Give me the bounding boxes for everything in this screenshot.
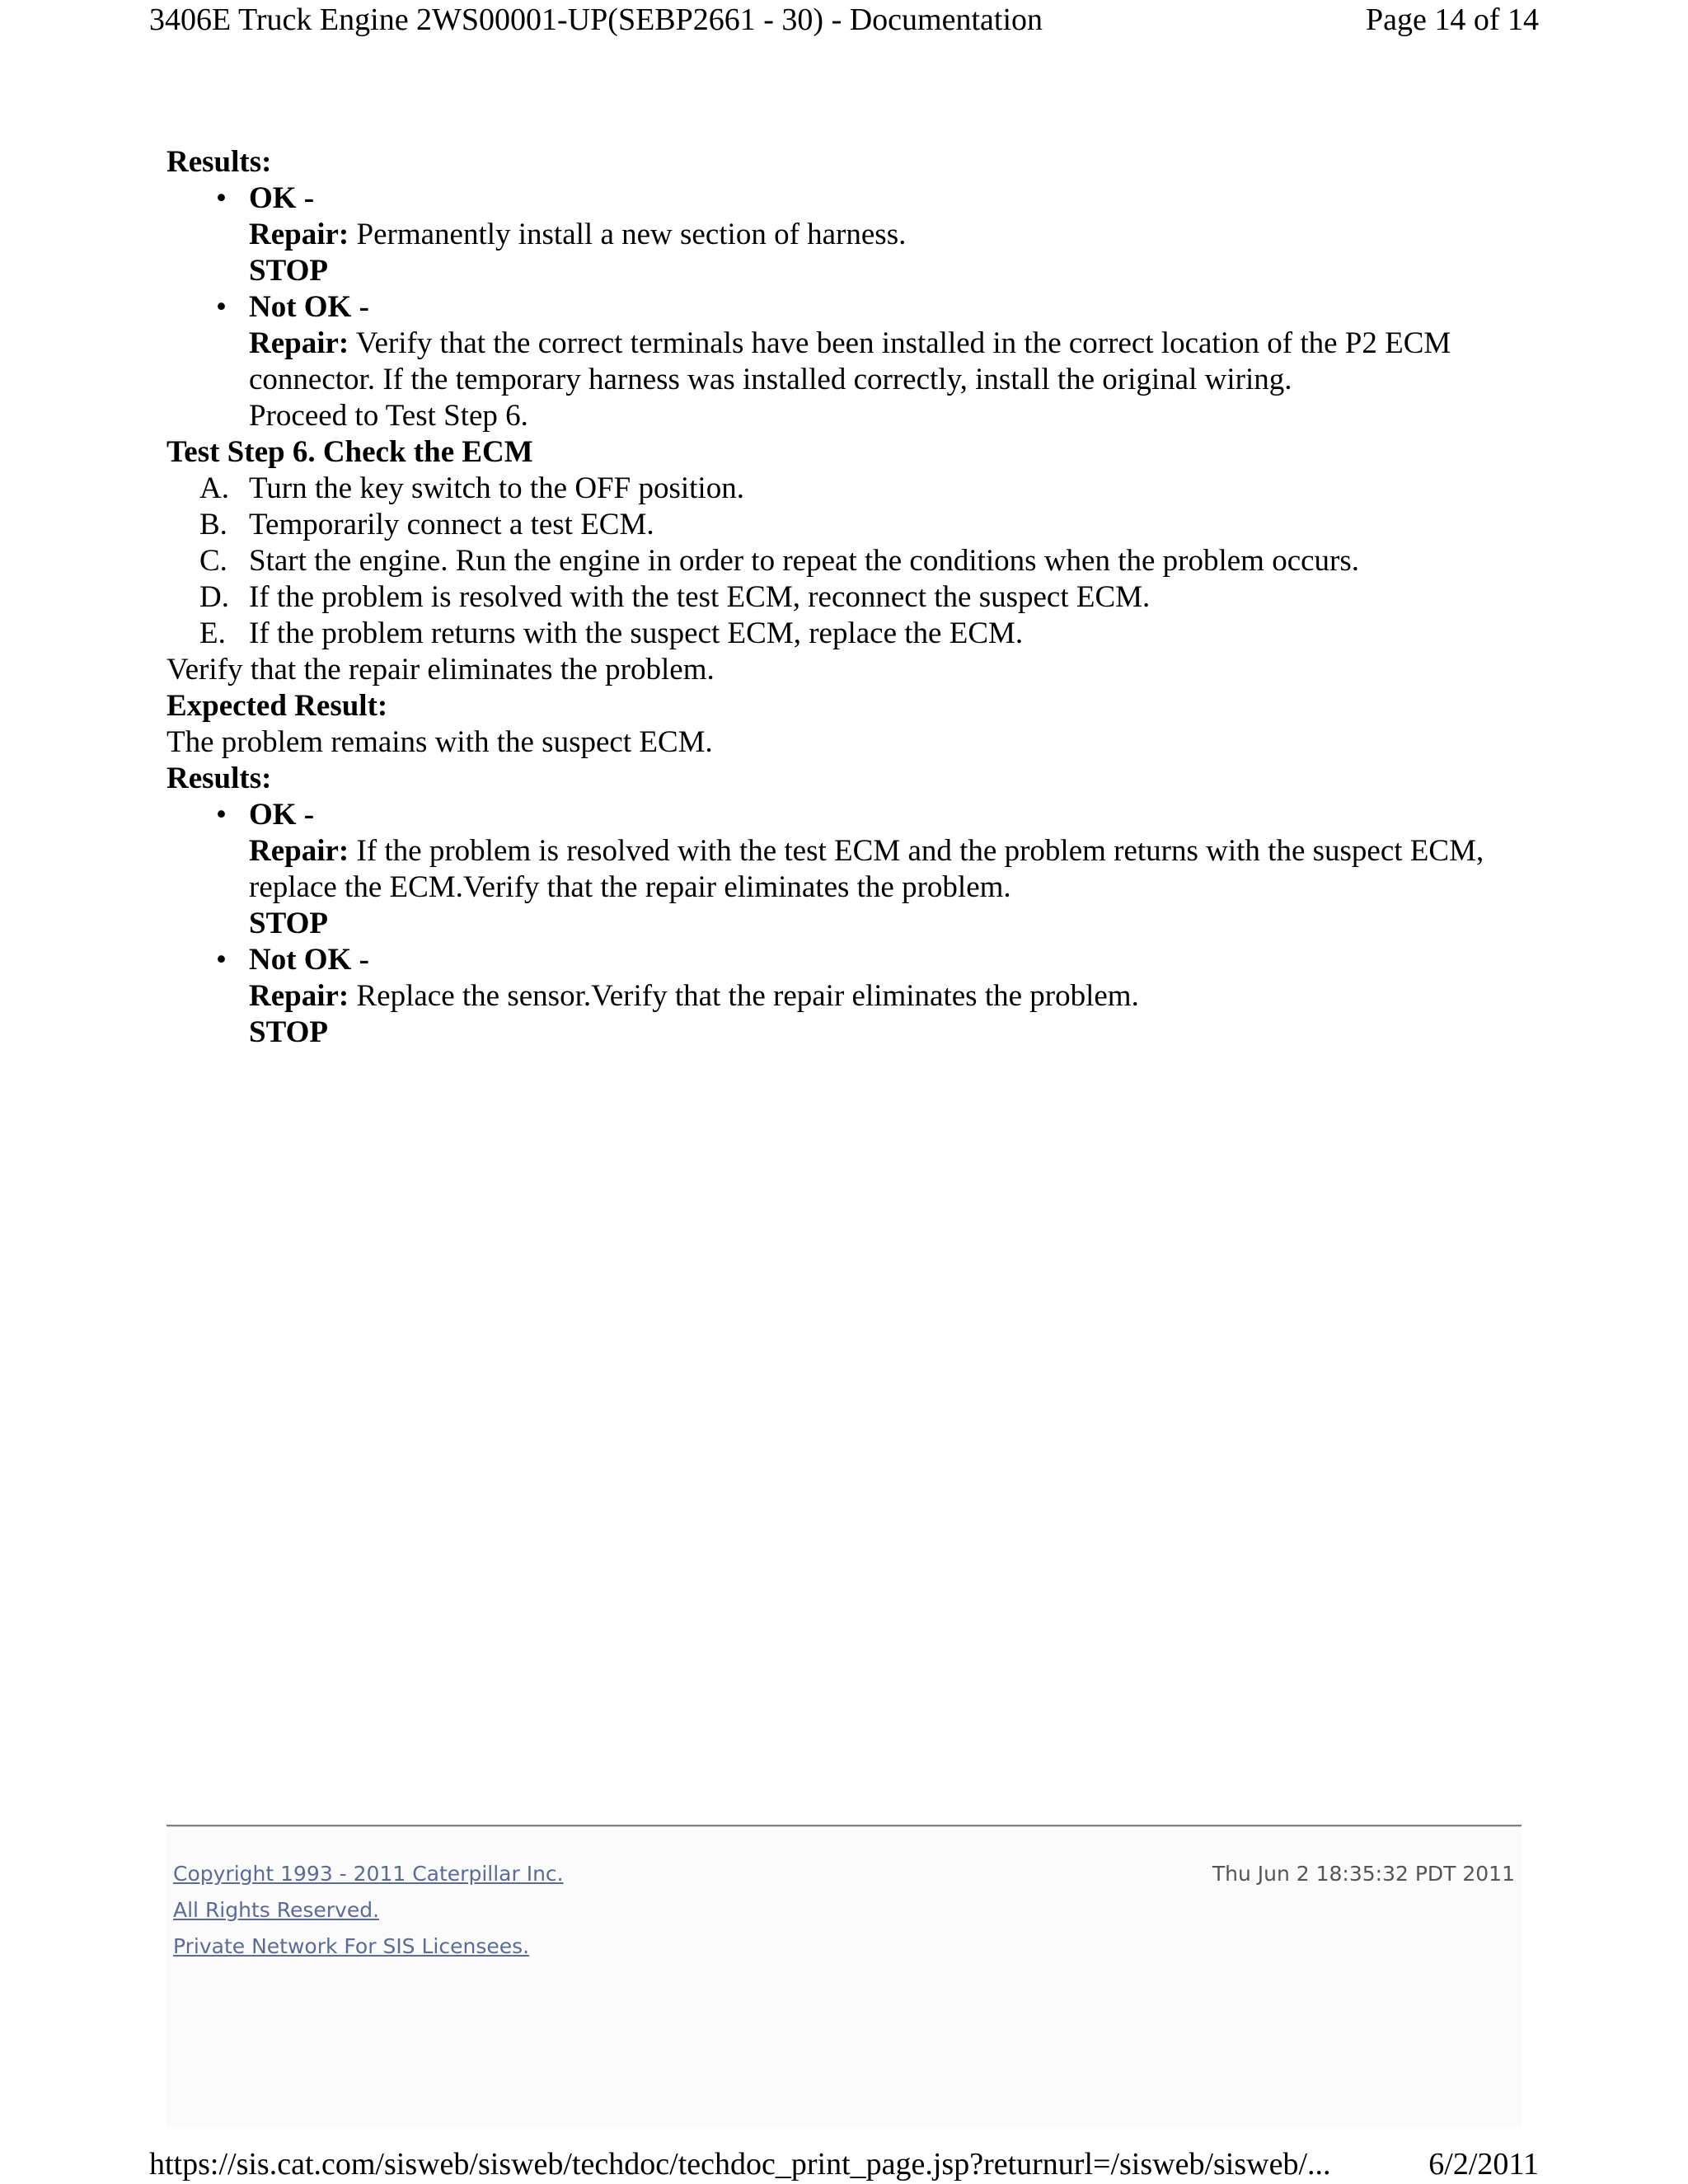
results-heading: Results: — [166, 762, 272, 795]
bullet-icon: • — [216, 181, 227, 215]
expected-result-heading: Expected Result: — [166, 689, 388, 723]
step-marker: C. — [199, 544, 227, 578]
step-marker: D. — [199, 580, 229, 614]
step-marker: E. — [199, 616, 226, 650]
repair-paragraph — [166, 833, 1518, 906]
copyright-link[interactable]: Copyright 1993 - 2011 Caterpillar Inc. — [173, 1862, 564, 1886]
step-item — [166, 471, 1518, 507]
repair-paragraph — [166, 217, 1518, 253]
repair-text: Permanently install a new section of harness. — [349, 218, 907, 251]
step-marker: B. — [199, 508, 227, 541]
bullet-icon: • — [216, 290, 227, 324]
site-footer — [166, 1830, 1522, 2127]
footer-timestamp: Thu Jun 2 18:35:32 PDT 2011 — [1212, 1862, 1515, 1886]
result-not-ok-item — [166, 289, 1518, 326]
bullet-icon: • — [216, 798, 227, 832]
step-item — [166, 507, 1518, 543]
result-ok-item — [166, 797, 1518, 833]
step-item — [166, 579, 1518, 616]
document-title: 3406E Truck Engine 2WS00001-UP(SEBP2661 - 30) - Documentation — [149, 2, 1043, 37]
step-marker: A. — [199, 471, 229, 505]
result-ok-label: OK - — [249, 181, 315, 215]
proceed-text: Proceed to Test Step 6. — [249, 399, 528, 433]
result-ok-label: OK - — [249, 798, 315, 832]
repair-label: Repair: — [249, 326, 349, 360]
network-link[interactable]: Private Network For SIS Licensees. — [173, 1934, 530, 1958]
expected-result-text: The problem remains with the suspect ECM. — [166, 725, 713, 759]
step-text: Turn the key switch to the OFF position. — [249, 471, 744, 505]
stop-label: STOP — [249, 907, 328, 940]
page-number: Page 14 of 14 — [1365, 2, 1539, 37]
results-heading: Results: — [166, 145, 272, 179]
rights-link[interactable]: All Rights Reserved. — [173, 1898, 380, 1922]
document-body — [166, 144, 1518, 1051]
page-url: https://sis.cat.com/sisweb/sisweb/techdoc/techdoc_print_page.jsp?returnurl=/sisweb/sisweb/... — [149, 2147, 1331, 2182]
step-text: If the problem returns with the suspect ECM, replace the ECM. — [249, 616, 1024, 650]
step-text: If the problem is resolved with the test ECM, reconnect the suspect ECM. — [249, 580, 1151, 614]
repair-paragraph — [166, 978, 1518, 1015]
step-text: Temporarily connect a test ECM. — [249, 508, 654, 541]
step-item — [166, 616, 1518, 652]
stop-label: STOP — [249, 254, 328, 288]
result-not-ok-label: Not OK - — [249, 290, 369, 324]
print-date: 6/2/2011 — [1428, 2147, 1539, 2182]
test-step-heading: Test Step 6. Check the ECM — [166, 435, 533, 469]
repair-label: Repair: — [249, 834, 349, 868]
repair-text: Verify that the correct terminals have been installed in the correct location of the P2 ECM connector. If the temporary harness was installed correctly, install the original wiring. — [249, 326, 1451, 396]
step-item — [166, 543, 1518, 579]
result-ok-item — [166, 180, 1518, 217]
repair-text: Replace the sensor.Verify that the repair eliminates the problem. — [349, 979, 1139, 1013]
stop-label: STOP — [249, 1015, 328, 1049]
result-not-ok-label: Not OK - — [249, 943, 369, 977]
verify-text: Verify that the repair eliminates the problem. — [166, 653, 715, 687]
print-footer — [149, 2144, 1539, 2184]
print-header — [149, 0, 1539, 40]
repair-label: Repair: — [249, 218, 349, 251]
result-not-ok-item — [166, 942, 1518, 978]
repair-label: Repair: — [249, 979, 349, 1013]
footer-divider — [166, 1825, 1522, 1827]
repair-paragraph — [166, 326, 1518, 398]
repair-text: If the problem is resolved with the test ECM and the problem returns with the suspect ECM, replace the ECM.Verify that the repair eliminates the problem. — [249, 834, 1484, 904]
step-text: Start the engine. Run the engine in order to repeat the conditions when the problem occurs. — [249, 544, 1360, 578]
bullet-icon: • — [216, 943, 227, 977]
